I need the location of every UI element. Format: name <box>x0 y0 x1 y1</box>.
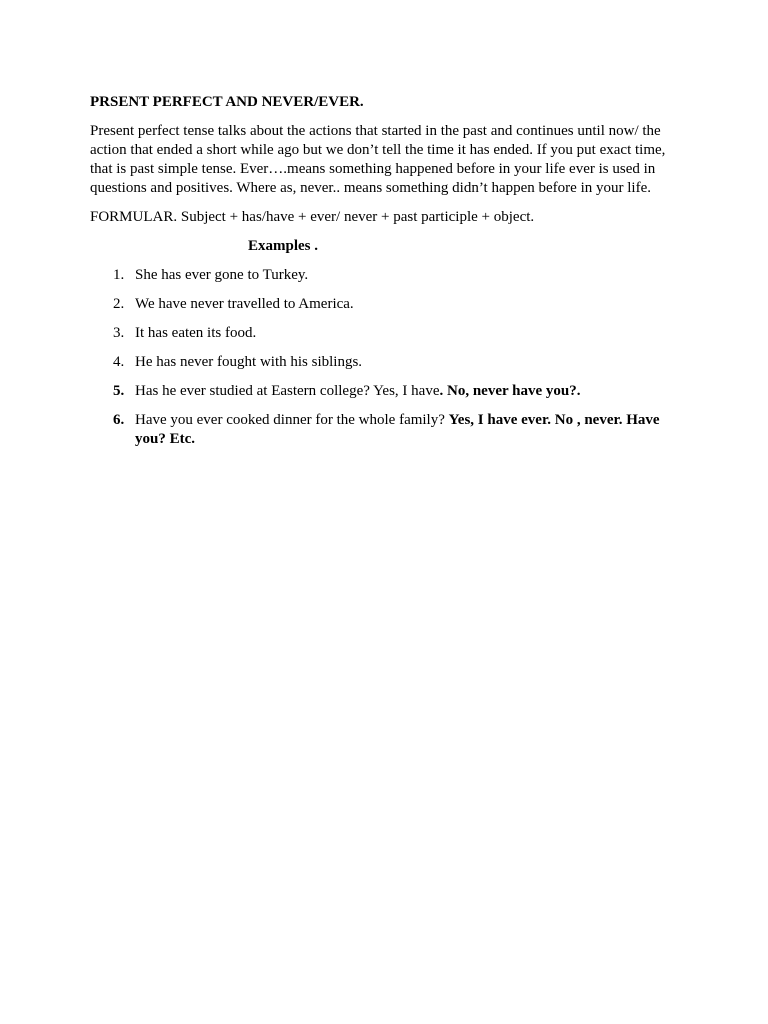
examples-list <box>90 266 680 449</box>
list-item-text: Has he ever studied at Eastern college? Yes, I have <box>135 383 440 399</box>
intro-paragraph: Present perfect tense talks about the actions that started in the past and continues until now/ the action that ended a short while ago but we don’t tell the time it has ended. If you put exact time, that is past simple tense. Ever….means something happened before in your life ever is used in questions and positives. Where as, never.. means something didn’t happen before in your life. <box>90 123 666 196</box>
list-item-number: 5. <box>113 383 125 399</box>
list-item <box>90 382 680 401</box>
list-item <box>90 266 680 285</box>
list-item <box>90 324 680 343</box>
document-title: PRSENT PERFECT AND NEVER/EVER. <box>90 94 364 110</box>
list-item <box>90 411 680 449</box>
list-item-text: It has eaten its food. <box>135 325 257 341</box>
list-item-answer: Yes, I have ever. No , never. Have you? Etc. <box>135 412 660 447</box>
list-item-text: She has ever gone to Turkey. <box>135 267 309 283</box>
list-item <box>90 353 680 372</box>
list-item-text: Have you ever cooked dinner for the whole family? <box>135 412 449 428</box>
examples-heading: Examples . <box>248 238 319 254</box>
list-item-number: 2. <box>113 296 125 312</box>
formula-line: FORMULAR. Subject + has/have + ever/ never + past participle + object. <box>90 209 535 225</box>
list-item-number: 6. <box>113 412 125 428</box>
list-item-number: 3. <box>113 325 125 341</box>
list-item-text: We have never travelled to America. <box>135 296 354 312</box>
document-body <box>90 93 680 459</box>
list-item-text: He has never fought with his siblings. <box>135 354 363 370</box>
list-item-number: 4. <box>113 354 125 370</box>
list-item <box>90 295 680 314</box>
list-item-answer: . No, never have you?. <box>439 383 581 399</box>
list-item-number: 1. <box>113 267 125 283</box>
